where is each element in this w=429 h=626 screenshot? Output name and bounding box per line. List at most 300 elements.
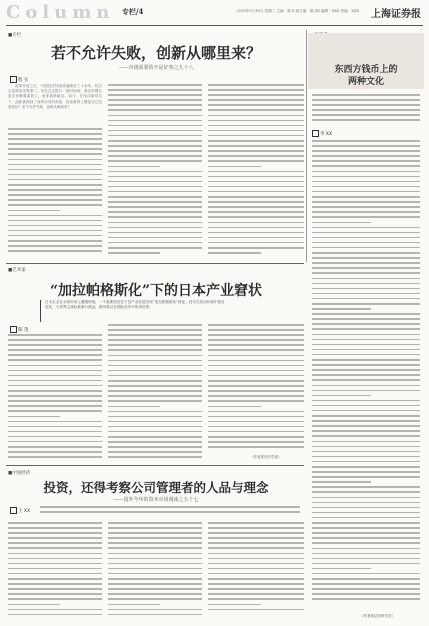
text-line <box>312 548 420 550</box>
text-line <box>312 527 420 529</box>
text-line <box>208 365 304 367</box>
article1-col3-body <box>208 84 304 258</box>
text-line <box>108 436 202 438</box>
text-line <box>8 199 102 201</box>
text-line <box>108 176 202 178</box>
text-line <box>208 547 304 549</box>
text-line <box>208 109 304 111</box>
text-line <box>108 451 202 453</box>
text-line <box>312 114 420 116</box>
text-line <box>312 441 420 443</box>
text-line <box>312 517 420 519</box>
text-line <box>8 334 102 336</box>
text-line <box>208 84 304 86</box>
text-line <box>312 461 420 463</box>
text-line <box>312 349 420 351</box>
text-line <box>312 415 420 417</box>
article2-byline: 陈 茂 <box>10 326 28 333</box>
article2-col1-body <box>8 334 102 462</box>
text-line <box>108 84 202 86</box>
text-line <box>108 411 202 413</box>
text-line <box>8 446 102 448</box>
text-line <box>108 334 202 336</box>
text-line <box>208 89 304 91</box>
text-line <box>108 421 202 423</box>
text-line <box>108 573 202 575</box>
text-line <box>108 578 202 580</box>
text-line <box>108 191 202 193</box>
text-line <box>208 171 304 173</box>
text-line <box>312 252 420 254</box>
text-line <box>312 119 420 121</box>
text-line <box>8 456 102 458</box>
text-line <box>312 257 420 259</box>
text-line <box>108 181 202 183</box>
text-line <box>108 247 202 249</box>
article2-column-label: ■艺术家 <box>8 268 26 273</box>
text-line <box>108 216 202 218</box>
text-line <box>208 104 304 106</box>
text-line <box>208 583 304 585</box>
text-line <box>108 588 202 590</box>
text-line <box>312 272 420 274</box>
text-line <box>312 410 420 412</box>
text-line <box>312 109 420 111</box>
text-line <box>208 360 304 362</box>
text-line <box>208 349 304 351</box>
text-line <box>108 171 202 173</box>
author-mark-icon <box>10 326 17 333</box>
text-line <box>208 186 304 188</box>
text-line <box>312 99 420 101</box>
article3-col3-body <box>208 522 304 614</box>
text-line <box>312 247 420 249</box>
text-line <box>208 598 304 600</box>
text-line <box>8 380 102 382</box>
sidebar-byline: 李 XX <box>312 130 332 137</box>
text-line <box>108 390 202 392</box>
text-line <box>208 522 304 524</box>
text-line <box>208 150 304 152</box>
column-divider <box>306 30 307 262</box>
article3-footnote: （作者系证券研究员） <box>360 614 395 618</box>
text-line <box>208 400 304 402</box>
text-line <box>8 385 102 387</box>
text-line <box>40 506 300 508</box>
text-line <box>108 360 202 362</box>
text-line <box>208 355 304 357</box>
text-line <box>208 527 304 529</box>
text-line <box>208 155 304 157</box>
text-line <box>312 176 420 178</box>
text-line <box>8 609 102 611</box>
text-line <box>312 344 420 346</box>
text-line <box>8 547 102 549</box>
text-line <box>108 542 202 544</box>
text-line <box>312 323 420 325</box>
text-line <box>312 491 420 493</box>
text-line <box>8 441 102 443</box>
article3-subhead: ——国外今年的资本市场漫谈之五十七 <box>113 497 199 503</box>
text-line <box>108 395 202 397</box>
text-line <box>312 400 420 402</box>
text-line <box>208 563 304 565</box>
text-line <box>108 593 202 595</box>
text-line <box>312 553 420 555</box>
issue-date-line: 2015年9月16日 星期三 主编：陈 X 副主编：陈 XX 编辑：XXX 美编：XXX <box>236 9 359 13</box>
text-line <box>108 324 202 326</box>
article1-headline: 若不允许失败，创新从哪里来？ <box>50 44 261 62</box>
text-line <box>312 242 420 244</box>
text-line <box>208 329 304 331</box>
text-line <box>312 568 371 570</box>
text-line <box>8 436 102 438</box>
text-line <box>312 456 420 458</box>
text-line <box>208 385 304 387</box>
text-line <box>108 431 202 433</box>
article1-col2-body <box>108 84 202 258</box>
text-line <box>8 558 102 560</box>
text-line <box>312 339 420 341</box>
text-line <box>208 375 304 377</box>
text-line <box>208 370 304 372</box>
text-line <box>208 390 304 392</box>
text-line <box>312 359 420 361</box>
text-line <box>312 430 420 432</box>
text-line <box>208 160 304 162</box>
text-line <box>8 133 102 135</box>
text-line <box>208 247 304 249</box>
text-line <box>108 104 202 106</box>
text-line <box>108 547 202 549</box>
sidebar-abstract <box>312 94 420 128</box>
text-line <box>108 140 202 142</box>
text-line <box>108 553 202 555</box>
text-line <box>108 598 202 600</box>
text-line <box>312 145 420 147</box>
text-line <box>108 446 202 448</box>
text-line <box>208 380 304 382</box>
text-line <box>8 189 102 191</box>
text-line <box>108 109 202 111</box>
text-line <box>312 451 420 453</box>
text-line <box>108 527 202 529</box>
text-line <box>312 293 420 295</box>
text-line <box>8 416 60 418</box>
text-line <box>208 578 304 580</box>
text-line <box>312 104 420 106</box>
text-line <box>8 537 102 539</box>
text-line <box>208 181 304 183</box>
text-line <box>108 125 202 127</box>
text-line <box>312 232 420 234</box>
text-line <box>8 568 102 570</box>
text-line <box>312 395 371 397</box>
text-line <box>8 573 102 575</box>
text-line <box>108 406 160 408</box>
text-line <box>208 604 261 606</box>
text-line <box>108 344 202 346</box>
text-line <box>312 379 420 381</box>
text-line <box>312 328 420 330</box>
sidebar-body <box>312 140 420 606</box>
text-line <box>8 225 102 227</box>
text-line <box>108 130 202 132</box>
text-line <box>8 431 102 433</box>
article2-footnote: （作者系经济学者） <box>250 455 282 459</box>
text-line <box>8 339 102 341</box>
text-line <box>108 532 202 534</box>
text-line <box>208 395 304 397</box>
text-line <box>8 349 102 351</box>
text-line <box>208 201 304 203</box>
text-line <box>8 240 102 242</box>
text-line <box>312 171 420 173</box>
text-line <box>8 578 102 580</box>
text-line <box>312 303 420 305</box>
text-line <box>108 94 202 96</box>
text-line <box>312 502 420 504</box>
text-line <box>312 497 420 499</box>
text-line <box>208 609 304 611</box>
text-line <box>312 573 420 575</box>
text-line <box>8 588 102 590</box>
text-line <box>208 166 261 168</box>
article3-column-label: ■中国经济 <box>8 471 31 476</box>
text-line <box>208 558 304 560</box>
text-line <box>8 365 102 367</box>
text-line <box>108 329 202 331</box>
article1-subhead: ——市场需要的不是好客之九十八 <box>118 65 194 71</box>
text-line <box>8 210 60 212</box>
text-line <box>312 537 420 539</box>
masthead-rule <box>6 25 423 26</box>
text-line <box>208 115 304 117</box>
text-line <box>208 573 304 575</box>
text-line <box>208 406 261 408</box>
text-line <box>8 174 102 176</box>
text-line <box>108 89 202 91</box>
text-line <box>208 216 304 218</box>
text-line <box>208 191 304 193</box>
text-line <box>8 179 102 181</box>
text-line <box>208 416 304 418</box>
text-line <box>208 411 304 413</box>
text-line <box>8 593 102 595</box>
article2-col3-body <box>208 324 304 454</box>
text-line <box>108 232 202 234</box>
text-line <box>8 164 102 166</box>
text-line <box>208 135 304 137</box>
text-line <box>208 211 304 213</box>
text-line <box>312 150 420 152</box>
text-line <box>108 155 202 157</box>
text-line <box>108 186 202 188</box>
text-line <box>312 476 420 478</box>
text-line <box>108 609 202 611</box>
text-line <box>8 395 102 397</box>
text-line <box>108 355 202 357</box>
text-line <box>312 227 420 229</box>
text-line <box>40 511 300 513</box>
article3-col1-body <box>8 522 102 622</box>
text-line <box>208 431 304 433</box>
text-line <box>312 298 420 300</box>
text-line <box>8 138 102 140</box>
text-line <box>8 375 102 377</box>
text-line <box>208 344 304 346</box>
text-line <box>8 527 102 529</box>
text-line <box>108 99 202 101</box>
column-wordmark: Column <box>6 2 115 23</box>
text-line <box>108 385 202 387</box>
sidebar-headline-line2: 两种文化 <box>347 77 384 87</box>
text-line <box>8 542 102 544</box>
text-line <box>312 283 420 285</box>
text-line <box>312 186 420 188</box>
text-line <box>108 583 202 585</box>
section-rule-1 <box>6 263 304 264</box>
text-line <box>8 354 102 356</box>
text-line <box>8 604 60 606</box>
text-line <box>208 553 304 555</box>
text-line <box>108 135 202 137</box>
article1-byline: 程 实 <box>10 76 28 83</box>
text-line <box>312 588 420 590</box>
text-line <box>312 206 420 208</box>
text-line <box>108 563 202 565</box>
text-line <box>208 130 304 132</box>
text-line <box>312 196 420 198</box>
text-line <box>208 196 304 198</box>
text-line <box>312 583 420 585</box>
article3-abstract <box>40 506 300 518</box>
text-line <box>312 385 420 387</box>
abstract-bar <box>40 300 41 322</box>
text-line <box>108 115 202 117</box>
text-line <box>208 446 304 448</box>
text-line <box>312 435 420 437</box>
text-line <box>108 365 202 367</box>
text-line <box>312 369 420 371</box>
text-line <box>312 466 420 468</box>
text-line <box>8 143 102 145</box>
text-line <box>108 206 202 208</box>
text-line <box>208 222 304 224</box>
text-line <box>312 542 420 544</box>
article3-headline: 投资，还得考察公司管理者的人品与理念 <box>43 480 269 495</box>
text-line <box>312 425 420 427</box>
text-line <box>208 324 304 326</box>
text-line <box>312 334 420 336</box>
text-line <box>8 614 102 616</box>
text-line <box>208 421 304 423</box>
text-line <box>312 155 420 157</box>
text-line <box>208 145 304 147</box>
text-line <box>312 262 420 264</box>
article1-column-label: ■专栏 <box>8 33 22 38</box>
text-line <box>208 120 304 122</box>
text-line <box>108 160 202 162</box>
text-line <box>8 553 102 555</box>
text-line <box>8 532 102 534</box>
text-line <box>108 237 202 239</box>
text-line <box>208 436 304 438</box>
text-line <box>8 421 102 423</box>
text-line <box>312 237 420 239</box>
text-line <box>208 99 304 101</box>
text-line <box>208 542 304 544</box>
text-line <box>312 486 420 488</box>
text-line <box>8 245 102 247</box>
author-mark-icon <box>10 76 17 83</box>
text-line <box>312 191 420 193</box>
text-line <box>312 598 420 600</box>
text-line <box>8 184 102 186</box>
text-line <box>108 196 202 198</box>
text-line <box>108 614 202 616</box>
text-line <box>208 227 304 229</box>
text-line <box>8 344 102 346</box>
text-line <box>8 128 102 130</box>
text-line <box>312 288 420 290</box>
text-line <box>312 578 420 580</box>
text-line <box>208 252 261 254</box>
text-line <box>312 94 420 96</box>
text-line <box>108 349 202 351</box>
sidebar-headline-line1: 东西方钱币上的 <box>334 65 398 75</box>
text-line <box>108 558 202 560</box>
text-line <box>8 194 102 196</box>
text-line <box>312 267 420 269</box>
text-line <box>8 215 102 217</box>
text-line <box>108 441 202 443</box>
text-line <box>208 140 304 142</box>
paper-name: 上海证券报 <box>371 9 421 20</box>
text-line <box>312 558 420 560</box>
text-line <box>208 206 304 208</box>
text-line <box>108 211 202 213</box>
text-line <box>208 176 304 178</box>
text-line <box>312 354 420 356</box>
text-line <box>312 374 420 376</box>
text-line <box>108 166 160 168</box>
text-line <box>108 339 202 341</box>
text-line <box>312 405 420 407</box>
text-line <box>108 456 202 458</box>
text-line <box>312 318 420 320</box>
text-line <box>108 227 202 229</box>
article2-abstract: 日本企业在全球市场上遭遇困境，一个重要原因在于其产业发展呈现“加拉帕格斯化”特征。技术在封闭环境中独自进化，与世界主流标准渐行渐远，最终难以在国际竞争中取得优势。 <box>40 300 225 322</box>
text-line <box>8 230 102 232</box>
text-line <box>108 375 202 377</box>
text-line <box>108 537 202 539</box>
section-tag: 专栏/4 <box>122 7 144 16</box>
text-line <box>312 278 420 280</box>
text-line <box>8 148 102 150</box>
text-line <box>208 588 304 590</box>
text-line <box>8 426 102 428</box>
text-line <box>108 604 160 606</box>
text-line <box>208 125 304 127</box>
text-line <box>312 532 420 534</box>
text-line <box>8 359 102 361</box>
text-line <box>8 563 102 565</box>
text-line <box>312 507 420 509</box>
text-line <box>208 441 304 443</box>
text-line <box>8 583 102 585</box>
author-mark-icon <box>312 130 319 137</box>
